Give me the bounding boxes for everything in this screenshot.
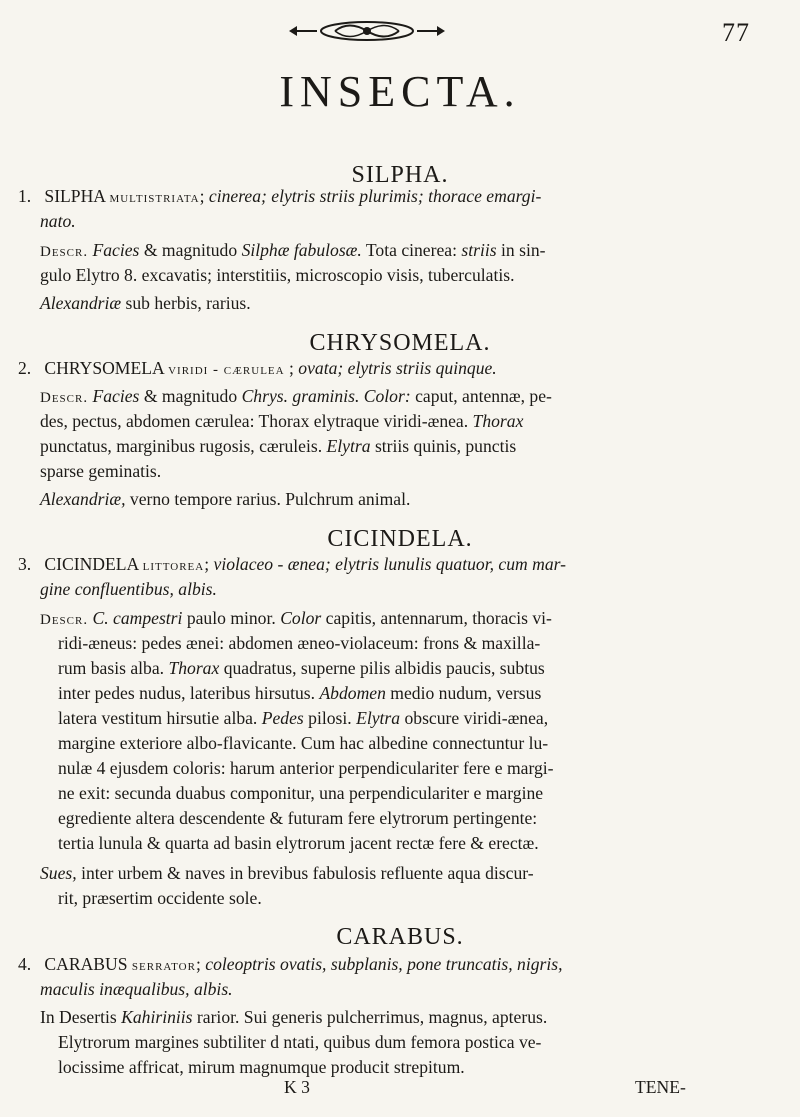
diagnosis-text: violaceo - ænea; elytris lunulis quatuor, cum mar- [213, 554, 566, 574]
descr-term: C. campestri [92, 608, 183, 628]
separator: ; [289, 358, 294, 378]
description-line: ridi-æneus: pedes ænei: abdomen æneo-violaceum: frons & maxilla- [58, 633, 541, 653]
genus-name: CARABUS [44, 954, 128, 974]
locality-text: inter urbem & naves in brevibus fabulosis refluente aqua discur- [81, 863, 534, 883]
description-line [58, 681, 541, 706]
description-line: ne exit: secunda duabus componitur, una perpendiculariter e margine [58, 783, 544, 803]
separator: ; [199, 186, 205, 206]
locality-name: Alexandriæ, [40, 489, 126, 509]
descr-text: rum basis alba. [58, 658, 165, 678]
descr-term: Color [280, 608, 322, 628]
description-line: gulo Elytro 8. excavatis; interstitiis, microscopio visis, tuberculatis. [40, 265, 515, 285]
descr-term: Facies [92, 386, 140, 406]
descr-text: striis quinis, punctis [374, 436, 517, 456]
descr-text: inter pedes nudus, lateribus hirsutus. [58, 683, 316, 703]
descr-term: Abdomen [319, 683, 386, 703]
locality-name: Alexandriæ [40, 293, 122, 313]
body-line [40, 1005, 547, 1030]
descr-term: Elytra [356, 708, 401, 728]
entry-chrysomela-diagnosis [18, 356, 497, 383]
genus-name: CHRYSOMELA [44, 358, 164, 378]
locality-line [40, 291, 251, 316]
description-line [40, 238, 546, 265]
page-number: 77 [722, 18, 750, 47]
descr-text: in sin- [501, 240, 546, 260]
descr-term: Elytra [326, 436, 371, 456]
descr-text: punctatus, marginibus rugosis, cæruleis. [40, 436, 323, 456]
genus-name: CICINDELA [44, 554, 139, 574]
locality-text: verno tempore rarius. Pulchrum animal. [129, 489, 411, 509]
section-heading-chrysomela: CHRYSOMELA. [309, 330, 491, 356]
description-line: margine exteriore albo-flavicante. Cum hac albedine connectuntur lu- [58, 733, 549, 753]
descr-text: quadratus, superne pilis albidis paucis, subtus [223, 658, 545, 678]
diagnosis-continued: maculis inæqualibus, albis. [40, 979, 233, 999]
body-line: locissime affricat, mirum magnumque producit strepitum. [58, 1057, 465, 1077]
descr-text: & magnitudo [143, 240, 238, 260]
header-ornament [287, 18, 447, 44]
descr-term: Thorax [168, 658, 220, 678]
diagnosis-continued: nato. [40, 211, 76, 231]
descr-text: medio nudum, versus [390, 683, 542, 703]
place-name: Kahiriniis [121, 1007, 193, 1027]
species-name: viridi - cærulea [168, 362, 285, 378]
page-title: INSECTA. [279, 67, 521, 116]
entry-cicindela-diagnosis [18, 552, 566, 579]
descr-text: & magnitudo [143, 386, 238, 406]
descr-text: paulo minor. [186, 608, 276, 628]
descr-text: des, pectus, abdomen cærulea: Thorax elytraque viridi-ænea. [40, 411, 469, 431]
genus-name: SILPHA [44, 186, 106, 206]
body-line: Elytrorum margines subtiliter d ntati, quibus dum femora postica ve- [58, 1032, 542, 1052]
descr-term: Thorax [472, 411, 524, 431]
diagnosis-text: ovata; elytris striis quinque. [298, 358, 497, 378]
descr-label: Descr. [40, 390, 89, 406]
section-heading-silpha: SILPHA. [351, 162, 449, 188]
locality-text: sub herbis, rarius. [125, 293, 251, 313]
locality-line [40, 487, 410, 512]
body-text: In Desertis [40, 1007, 117, 1027]
descr-text: latera vestitum hirsutie alba. [58, 708, 258, 728]
descr-label: Descr. [40, 244, 89, 260]
descr-term: Pedes [261, 708, 304, 728]
descr-label: Descr. [40, 612, 89, 628]
diagnosis-text: coleoptris ovatis, subplanis, pone truncatis, nigris, [205, 954, 563, 974]
description-line: sparse geminatis. [40, 461, 162, 481]
locality-line: rit, præsertim occidente sole. [58, 888, 262, 908]
diagnosis-continued: gine confluentibus, albis. [40, 579, 217, 599]
description-line [58, 706, 548, 731]
signature-mark: K 3 [284, 1077, 310, 1097]
diagnosis-text: cinerea; elytris striis plurimis; thorace emargi- [208, 186, 542, 206]
entry-number: 2. [18, 358, 32, 378]
locality-line [40, 861, 534, 886]
entry-number: 4. [18, 954, 32, 974]
entry-carabus-diagnosis [18, 952, 563, 979]
descr-term: striis [461, 240, 497, 260]
description-line: nulæ 4 ejusdem coloris: harum anterior perpendiculariter fere e margi- [58, 758, 554, 778]
separator: ; [195, 954, 201, 974]
species-name: littorea [142, 558, 205, 574]
body-text: rarior. Sui generis pulcherrimus, magnus, apterus. [196, 1007, 548, 1027]
separator: ; [204, 554, 210, 574]
locality-name: Sues, [40, 863, 77, 883]
description-line [40, 606, 552, 633]
descr-term: Facies [92, 240, 140, 260]
description-line [40, 384, 552, 411]
descr-text: Tota cinerea: [365, 240, 457, 260]
descr-text: capitis, antennarum, thoracis vi- [325, 608, 552, 628]
descr-term: Chrys. graminis. [241, 386, 360, 406]
description-line [40, 434, 516, 459]
entry-silpha-diagnosis [18, 184, 541, 211]
section-heading-carabus: CARABUS. [336, 924, 464, 950]
description-line [58, 656, 545, 681]
descr-term: Color: [363, 386, 411, 406]
species-name: serrator [131, 958, 196, 974]
descr-text: obscure viridi-ænea, [404, 708, 549, 728]
section-heading-cicindela: CICINDELA. [327, 526, 473, 552]
descr-term: Silphæ fabulosæ. [241, 240, 362, 260]
entry-number: 3. [18, 554, 32, 574]
descr-text: caput, antennæ, pe- [415, 386, 552, 406]
catchword: TENE- [635, 1077, 686, 1097]
description-line: tertia lunula & quarta ad basin elytrorum jacent rectæ fere & erectæ. [58, 833, 539, 853]
entry-number: 1. [18, 186, 32, 206]
description-line: egrediente altera descendente & futuram fere elytrorum pertingente: [58, 808, 538, 828]
descr-text: pilosi. [308, 708, 352, 728]
species-name: multistriata [109, 190, 200, 206]
description-line [40, 409, 523, 434]
